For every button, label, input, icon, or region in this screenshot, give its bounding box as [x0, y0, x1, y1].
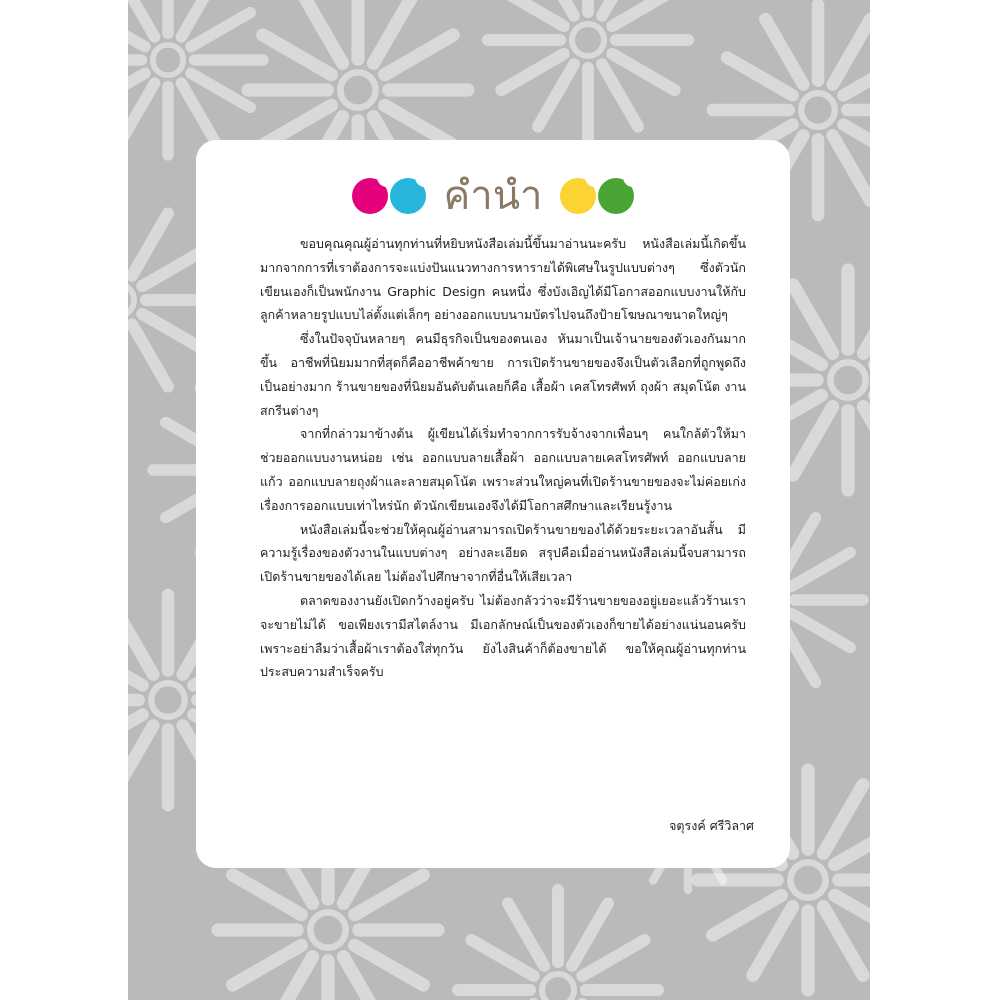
paragraph-2: ซึ่งในปัจจุบันหลายๆ คนมีธุรกิจเป็นของตนเอง หันมาเป็นเจ้านายของตัวเองกันมากขึ้น อาชีพที่นิยมมากที่สุดก็คืออาชีพค้าขาย การเปิดร้านขายของจึงเป็นตัวเลือกที่ถูกพูดถึงเป็นอย่างมาก ร้านขายของที่นิยมอันดับต้นเลยก็คือ เสื้อผ้า เคสโทรศัพท์ ถุงผ้า สมุดโน้ต งานสกรีนต่างๆ [260, 331, 746, 418]
book-page [128, 0, 870, 1000]
flower-petal [863, 407, 870, 476]
flower-petal [823, 907, 863, 976]
flower-petal [128, 0, 155, 37]
flower-petal [501, 54, 563, 90]
preface-body [260, 232, 746, 684]
green-dot-icon [598, 178, 634, 214]
flower-motif [128, 0, 263, 155]
flower-petal [538, 64, 574, 126]
flower-petal [132, 213, 168, 275]
flower-petal [833, 135, 870, 200]
flower-petal [572, 903, 608, 965]
flower-petal [791, 613, 850, 647]
yellow-dot-icon [560, 178, 596, 214]
magenta-dot-icon [352, 178, 388, 214]
flower-motif [458, 890, 658, 1000]
page-title: คำนำ [443, 173, 543, 219]
flower-petal [303, 0, 343, 63]
flower-center [542, 974, 574, 1000]
flower-center [310, 912, 345, 947]
flower-petal [793, 407, 833, 476]
flower-center [151, 683, 185, 717]
flower-petal [128, 83, 155, 142]
flower-petal [791, 553, 850, 587]
paragraph-1: ขอบคุณคุณผู้อ่านทุกท่านที่หยิบหนังสือเล่มนี้ขึ้นมาอ่านนะครับ หนังสือเล่มนี้เกิดขึ้นมากจากการที่เราต้องการจะแบ่งปันแนวทางการหารายได้พิเศษในรูปแบบต่างๆ ซึ่งตัวนักเขียนเองก็เป็นพนักงาน Graphic Design คนหนึ่ง ซึ่งบังเอิญได้มีโอกาสออกแบบงานให้กับลูกค้าหลายรูปแบบไล่ตั้งแต่เล็กๆ อย่างออกแบบนามบัตรไปจนถึงป้ายโฆษณาขนาดใหญ่ๆ [260, 236, 746, 323]
flower-center [830, 362, 865, 397]
flower-petal [233, 945, 302, 985]
flower-petal [128, 609, 153, 674]
flower-petal [191, 13, 250, 47]
flower-petal [793, 285, 833, 354]
flower-petal [766, 19, 804, 84]
flower-petal [713, 895, 782, 935]
flower-petal [355, 875, 424, 915]
flower-petal [508, 903, 544, 965]
flower-petal [727, 58, 792, 96]
flower-petal [233, 875, 302, 915]
flower-center [340, 72, 375, 107]
flower-petal [191, 73, 250, 107]
paragraph-4: หนังสือเล่มนี้จะช่วยให้คุณผู้อ่านสามารถเปิดร้านขายของได้ด้วยระยะเวลาอันสั้น มีความรู้เรื่องของตัวงานในแบบต่างๆ อย่างละเอียด สรุปคือเมื่ออ่านหนังสือเล่มนี้จบสามารถเปิดร้านขายของได้เลย ไม่ต้องไปศึกษาจากที่อื่นให้เสียเวลา [260, 521, 746, 585]
flower-petal [263, 35, 332, 75]
flower-motif [488, 0, 688, 140]
title-row [196, 170, 790, 222]
flower-petal [385, 35, 454, 75]
flower-petal [501, 0, 563, 26]
flower-petal [471, 940, 533, 976]
flower-petal [355, 945, 424, 985]
flower-petal [753, 907, 793, 976]
flower-center [801, 93, 835, 127]
paragraph-3: จากที่กล่าวมาข้างต้น ผู้เขียนได้เริ่มทำจากการรับจ้างจากเพื่อนๆ คนใกล้ตัวให้มาช่วยออกแบบงานหน่อย เช่น ออกแบบลายเสื้อผ้า ออกแบบลายเคสโทรศัพท์ ออกแบบลายแก้ว ออกแบบลายถุงผ้าและลายสมุดโน้ต เพราะส่วนใหญ่คนที่เปิดร้านขายของจะไม่ค่อยเก่งเรื่องการออกแบบเท่าไหร่นัก ตัวนักเขียนเองจึงได้มีโอกาสศึกษาและเรียนรู้งาน [260, 426, 746, 513]
flower-center [128, 284, 134, 316]
flower-petal [823, 785, 863, 854]
flower-center [153, 45, 183, 75]
flower-petal [612, 0, 674, 26]
flower-petal [602, 64, 638, 126]
flower-petal [612, 54, 674, 90]
flower-center [572, 24, 604, 56]
flower-petal [181, 83, 215, 142]
preface-card [196, 140, 790, 868]
flower-center [790, 862, 825, 897]
flower-petal [863, 285, 870, 354]
cyan-dot-icon [390, 178, 426, 214]
flower-petal [833, 19, 870, 84]
flower-petal [132, 324, 168, 386]
flower-petal [128, 725, 153, 790]
paragraph-5: ตลาดของงานยังเปิดกว้างอยู่ครับ ไม่ต้องกลัวว่าจะมีร้านขายของอยู่เยอะแล้วร้านเราจะขายไม่ได้ ขอเพียงเรามีสไตล์งาน มีเอกลักษณ์เป็นของตัวเองก็ขายได้อย่างแน่นอนครับ เพราะอย่าลืมว่าเสื้อผ้าเราต้องใส่ทุกวัน ยังไงสินค้าก็ต้องขายได้ ขอให้คุณผู้อ่านทุกท่านประสบความสำเร็จครับ [260, 592, 746, 680]
author-name: จตุรงค์ ศรีวิลาศ [669, 818, 754, 833]
flower-petal [582, 940, 644, 976]
flower-petal [373, 0, 413, 63]
